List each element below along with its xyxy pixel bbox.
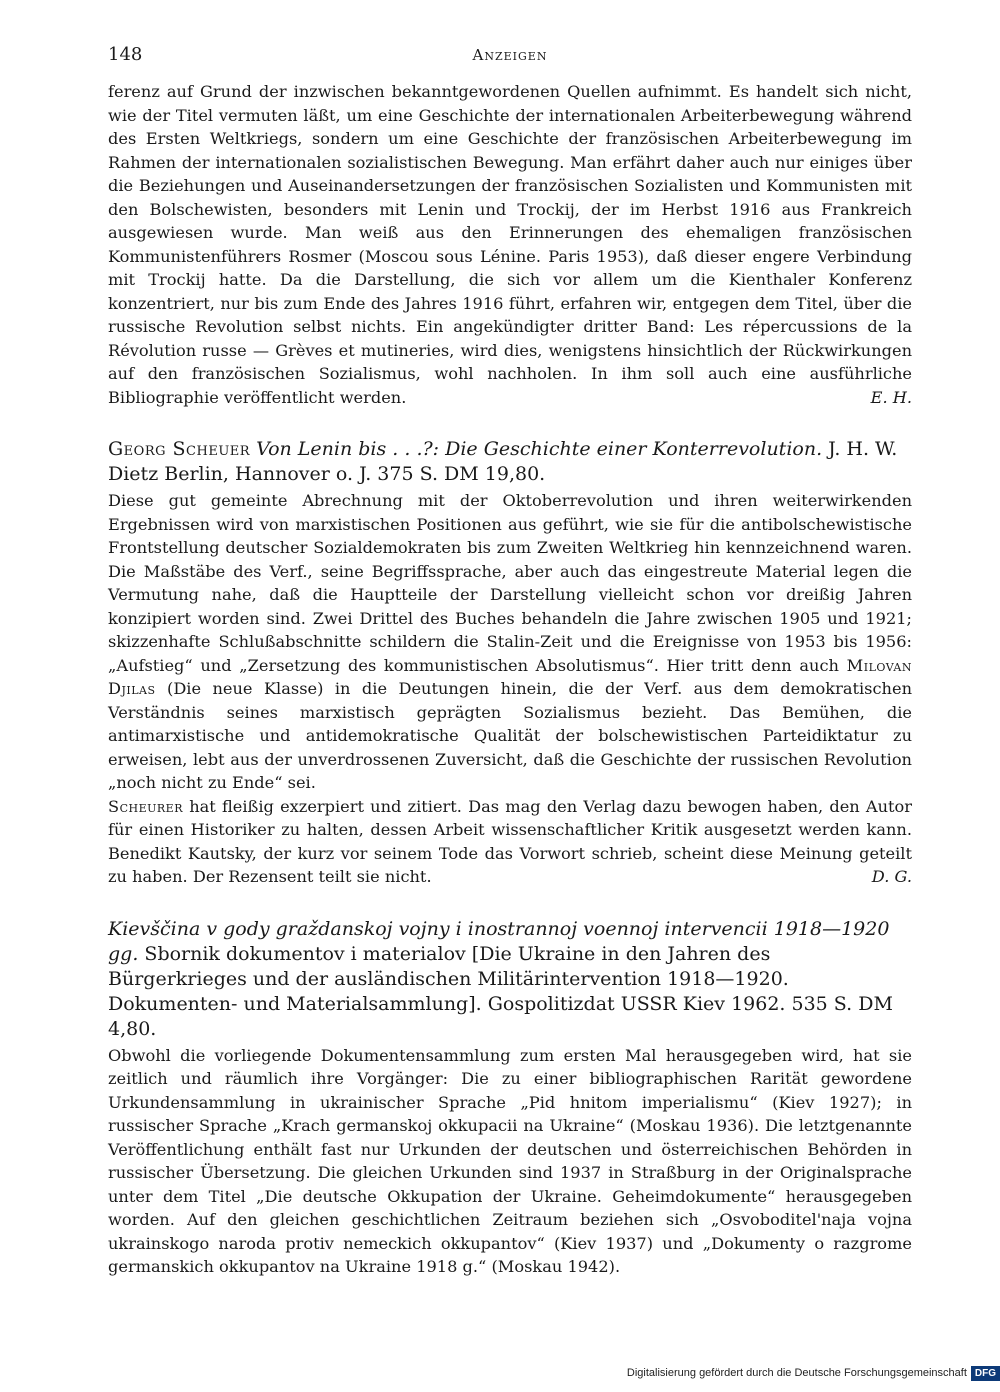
page-header [108, 44, 912, 80]
footer-text: Digitalisierung gefördert durch die Deutsche Forschungsgemeinschaft [626, 1367, 967, 1379]
continuation-text: ferenz auf Grund der inzwischen bekanntgewordenen Quellen aufnimmt. Es handelt sich nicht, wie der Titel vermuten läßt, um eine Geschichte der internationalen Arbeiterbewegung während des Ersten Weltkriegs, sondern um eine Geschichte der französischen Arbeiterbewegung im Rahmen der internationalen sozialistischen Bewegung. Man erfährt daher auch nur einiges über die Beziehungen und Auseinandersetzungen der französischen Sozialisten und Kommunisten mit den Bolschewisten, besonders mit Lenin und Trockij, der im Herbst 1916 aus Frankreich ausgewiesen wurde. Man weiß aus den Erinnerungen des ehemaligen französischen Kommunistenführers Rosmer (Moscou sous Lénine. Paris 1953), daß dieser engere Verbindung mit Trockij hatte. Da die Darstellung, die sich vor allem um die Kienthaler Konferenz konzentriert, nur bis zum Ende des Jahres 1916 führt, erfahren wir, entgegen dem Titel, über die russische Revolution selbst nichts. Ein angekündigter dritter Band: Les répercussions de la Révolution russe — Grèves et mutineries, wird dies, wenigstens hinsichtlich der Rückwirkungen auf den französischen Sozialismus, wohl nachholen. In ihm soll auch eine ausführliche Bibliographie veröffentlicht werden. [108, 82, 912, 407]
review-paragraph [108, 489, 912, 795]
review-imprint: J. H. W. Dietz Berlin, Hannover o. J. 375 S. DM 19,80. [108, 438, 898, 485]
review-imprint: Sbornik dokumentov i materialov [Die Ukraine in den Jahren des Bürgerkrieges und der ausländischen Militärintervention 1918—1920. Dokumenten- und Materialsammlung]. Gospolitizdat USSR Kiev 1962. 535 S. DM 4,80. [108, 942, 893, 1040]
review-heading-kievscina [108, 917, 912, 1042]
dfg-logo: DFG [971, 1366, 1000, 1381]
review-paragraph [108, 795, 912, 889]
page-number: 148 [108, 44, 143, 65]
review-heading-scheuer [108, 437, 912, 487]
review-book-title: Von Lenin bis . . .?: Die Geschichte einer Konterrevolution. [256, 438, 823, 460]
cited-author-scheurer: Scheurer [108, 796, 183, 816]
digitization-footer [627, 1362, 1000, 1384]
review-text-part: Diese gut gemeinte Abrechnung mit der Oktoberrevolution und ihren weiterwirkenden Ergebnissen wird von marxistischen Positionen aus geführt, wie sie für die antibolschewistische Frontstellung deutscher Sozialdemokraten bis zum Zweiten Weltkrieg hin kennzeichnend waren. Die Maßstäbe des Verf., seine Begriffssprache, aber auch das eingestreute Material legen die Vermutung nahe, daß die Hauptteile der Darstellung vielleicht schon vor dreißig Jahren konzipiert worden sind. Zwei Drittel des Buches behandeln die Jahre zwischen 1905 und 1921; skizzenhafte Schlußabschnitte schildern die Stalin-Zeit und die Ereignisse von 1953 bis 1956: „Aufstieg“ und „Zersetzung des kommunistischen Absolutismus“. Hier tritt denn auch [108, 491, 912, 675]
signature-eh: E. H. [870, 387, 912, 407]
review-paragraph [108, 1044, 912, 1279]
document-page [108, 44, 912, 1279]
review-text-part: Obwohl die vorliegende Dokumentensammlung zum ersten Mal herausgegeben wird, hat sie zeitlich und räumlich ihre Vorgänger: Die zu einer bibliographischen Rarität gewordene Urkundensammlung in ukrainischer Sprache „Pid hnitom imperialismu“ (Kiev 1927); in russischer Sprache „Krach germanskoj okkupacii na Ukraine“ (Moskau 1936). Die letztgenannte Veröffentlichung enthält fast nur Urkunden der deutschen und österreichischen Behörden in russischer Übersetzung. Die gleichen Urkunden sind 1937 in Straßburg in der Originalsprache unter dem Titel „Die deutsche Okkupation der Ukraine. Geheimdokumente“ herausgegeben worden. Auf den gleichen geschichtlichen Zeitraum beziehen sich „Osvoboditel'naja vojna ukrainskogo naroda protiv nemeckich okkupantov“ (Kiev 1937) und „Dokumenty o razgrome germanskich okkupantov na Ukraine 1918 g.“ (Moskau 1942). [108, 1045, 912, 1276]
review-author: Georg Scheuer [108, 438, 251, 460]
review-book-title: Kievščina v gody graždanskoj vojny i inostrannoj voennoj intervencii 1918—1920 gg. [108, 917, 890, 965]
signature-dg: D. G. [871, 867, 912, 886]
review-text-part: hat fleißig exzerpiert und zitiert. Das mag den Verlag dazu bewogen haben, den Autor für einen Historiker zu halten, dessen Arbeit wissenschaftlicher Kritik ausgesetzt werden kann. Benedikt Kautsky, der kurz vor seinem Tode das Vorwort schrieb, scheint diese Meinung geteilt zu haben. Der Rezensent teilt sie nicht. [108, 796, 912, 886]
continuation-paragraph [108, 80, 912, 409]
cited-author-djilas: Milovan Djilas [108, 655, 912, 698]
review-text-part: (Die neue Klasse) in die Deutungen hinein, die der Verf. aus dem demokratischen Verständnis seines marxistisch geprägten Sozialismus bezieht. Das Bemühen, die antimarxistische und antidemokratische Qualität der bolschewistischen Parteidiktatur zu erweisen, lebt aus der unverdrossenen Zuversicht, daß die Geschichte der russischen Revolution „noch nicht zu Ende“ sei. [108, 679, 912, 792]
running-title: Anzeigen [472, 46, 548, 64]
